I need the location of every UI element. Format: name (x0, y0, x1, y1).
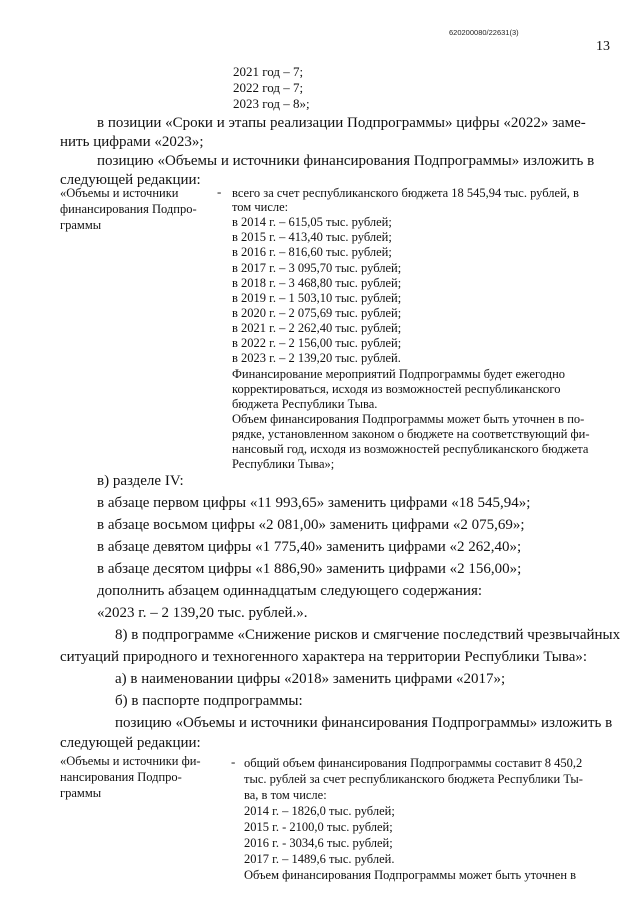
table-line: в 2019 г. – 1 503,10 тыс. рублей; (232, 291, 402, 305)
paragraph-line: позицию «Объемы и источники финансирования Подпрограммы» изложить в (115, 715, 613, 731)
paragraph-line: «2023 г. – 2 139,20 тыс. рублей.». (97, 605, 308, 621)
table-dash: - (217, 184, 222, 199)
paragraph-line: нить цифрами «2023»; (60, 134, 204, 150)
paragraph-line: в) разделе IV: (97, 473, 184, 489)
paragraph-line: в абзаце восьмом цифры «2 081,00» заменить цифрами «2 075,69»; (97, 517, 525, 533)
table-line: рядке, установленном законом о бюджете на соответствующий фи- (232, 427, 590, 441)
table-line: 2017 г. – 1489,6 тыс. рублей. (244, 852, 395, 866)
table-left-cell: граммы (60, 786, 102, 800)
paragraph-line: дополнить абзацем одиннадцатым следующего содержания: (97, 583, 483, 599)
table-left-cell: «Объемы и источники фи- (60, 754, 201, 768)
table-line: в 2015 г. – 413,40 тыс. рублей; (232, 230, 392, 244)
table-line: корректироваться, исходя из возможностей республиканского (232, 382, 561, 396)
table-line: в 2014 г. – 615,05 тыс. рублей; (232, 215, 392, 229)
paragraph-line: а) в наименовании цифры «2018» заменить цифрами «2017»; (115, 671, 506, 687)
table-line: в 2017 г. – 3 095,70 тыс. рублей; (232, 261, 402, 275)
table-line: 2016 г. - 3034,6 тыс. рублей; (244, 836, 393, 850)
table-line: в 2016 г. – 816,60 тыс. рублей; (232, 245, 392, 259)
table-left-cell: «Объемы и источники (60, 186, 179, 200)
table-line: Объем финансирования Подпрограммы может быть уточнен в по- (232, 412, 585, 426)
table-line: Финансирование мероприятий Подпрограммы будет ежегодно (232, 367, 566, 381)
paragraph-line: в позиции «Сроки и этапы реализации Подпрограммы» цифры «2022» заме- (97, 115, 586, 131)
table-line: бюджета Республики Тыва. (232, 397, 378, 411)
paragraph-line: 8) в подпрограмме «Снижение рисков и смягчение последствий чрезвычайных (115, 627, 621, 643)
table-line: Объем финансирования Подпрограммы может быть уточнен в (244, 868, 577, 882)
paragraph-line: в абзаце десятом цифры «1 886,90» заменить цифрами «2 156,00»; (97, 561, 522, 577)
paragraph-line: следующей редакции: (60, 735, 201, 751)
document-id: 620200080/22631(3) (449, 28, 519, 37)
table-line: общий объем финансирования Подпрограммы составит 8 450,2 (244, 756, 583, 770)
paragraph-line: следующей редакции: (60, 172, 201, 188)
table-left-cell: финансирования Подпро- (60, 202, 197, 216)
year-line: 2022 год – 7; (233, 80, 304, 95)
table-line: 2014 г. – 1826,0 тыс. рублей; (244, 804, 395, 818)
table-dash: - (231, 754, 236, 769)
table-line: в 2018 г. – 3 468,80 тыс. рублей; (232, 276, 402, 290)
table-line: 2015 г. - 2100,0 тыс. рублей; (244, 820, 393, 834)
table-line: Республики Тыва»; (232, 457, 335, 471)
paragraph-line: б) в паспорте подпрограммы: (115, 693, 303, 709)
table-line: нансовый год, исходя из возможностей республиканского бюджета (232, 442, 589, 456)
year-line: 2021 год – 7; (233, 64, 304, 79)
table-line: в 2023 г. – 2 139,20 тыс. рублей. (232, 351, 401, 365)
table-line: том числе: (232, 200, 289, 214)
table-line: в 2021 г. – 2 262,40 тыс. рублей; (232, 321, 402, 335)
table-line: в 2022 г. – 2 156,00 тыс. рублей; (232, 336, 402, 350)
table-left-cell: граммы (60, 218, 102, 232)
table-line: в 2020 г. – 2 075,69 тыс. рублей; (232, 306, 402, 320)
table-left-cell: нансирования Подпро- (60, 770, 182, 784)
paragraph-line: позицию «Объемы и источники финансирования Подпрограммы» изложить в (97, 153, 595, 169)
year-line: 2023 год – 8»; (233, 96, 310, 111)
table-line: ва, в том числе: (244, 788, 327, 802)
table-line: всего за счет республиканского бюджета 18 545,94 тыс. рублей, в (232, 186, 579, 200)
paragraph-line: в абзаце девятом цифры «1 775,40» заменить цифрами «2 262,40»; (97, 539, 522, 555)
paragraph-line: ситуаций природного и техногенного характера на территории Республики Тыва»: (60, 649, 588, 665)
page-number: 13 (596, 39, 610, 54)
table-line: тыс. рублей за счет республиканского бюджета Республики Ты- (244, 772, 583, 786)
paragraph-line: в абзаце первом цифры «11 993,65» заменить цифрами «18 545,94»; (97, 495, 531, 511)
